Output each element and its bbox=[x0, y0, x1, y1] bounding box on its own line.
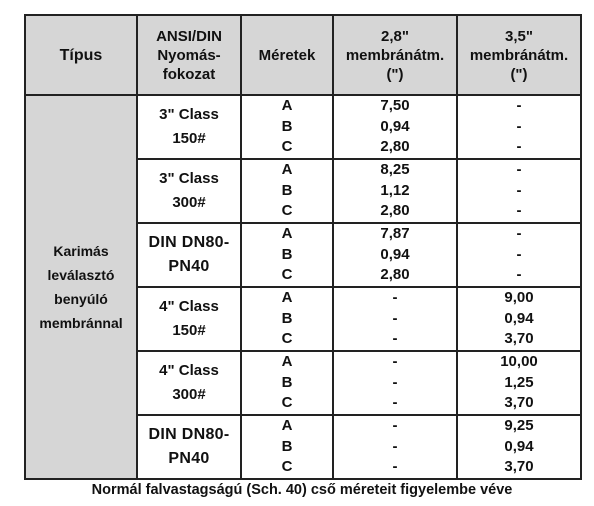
dimension-letters-cell: A B C bbox=[241, 415, 333, 479]
pressure-class-cell: 3" Class 300# bbox=[137, 159, 241, 223]
type-label-cell: Karimás leválasztó benyúló membránnal bbox=[25, 95, 137, 479]
header-pressure-class: ANSI/DIN Nyomás- fokozat bbox=[137, 15, 241, 95]
pressure-class-cell: DIN DN80- PN40 bbox=[137, 223, 241, 287]
diaphragm-3-5-values-cell: 10,00 1,25 3,70 bbox=[457, 351, 581, 415]
diaphragm-3-5-values-cell: - - - bbox=[457, 223, 581, 287]
header-diaphragm-3-5: 3,5" membránátm. (") bbox=[457, 15, 581, 95]
diaphragm-2-8-values-cell: 7,50 0,94 2,80 bbox=[333, 95, 457, 159]
diaphragm-3-5-values-cell: - - - bbox=[457, 95, 581, 159]
pressure-class-cell: 4" Class 150# bbox=[137, 287, 241, 351]
pressure-class-cell: 4" Class 300# bbox=[137, 351, 241, 415]
dimension-letters-cell: A B C bbox=[241, 287, 333, 351]
diaphragm-3-5-values-cell: - - - bbox=[457, 159, 581, 223]
dimension-letters-cell: A B C bbox=[241, 351, 333, 415]
pressure-class-cell: DIN DN80- PN40 bbox=[137, 415, 241, 479]
header-type: Típus bbox=[25, 15, 137, 95]
diaphragm-2-8-values-cell: 7,87 0,94 2,80 bbox=[333, 223, 457, 287]
diaphragm-2-8-values-cell: 8,25 1,12 2,80 bbox=[333, 159, 457, 223]
dimension-letters-cell: A B C bbox=[241, 223, 333, 287]
table-row bbox=[25, 95, 581, 159]
diaphragm-2-8-values-cell: - - - bbox=[333, 287, 457, 351]
spec-table-container bbox=[24, 14, 580, 498]
table-caption: Normál falvastagságú (Sch. 40) cső méreteit figyelembe véve bbox=[91, 482, 513, 498]
dimension-letters-cell: A B C bbox=[241, 95, 333, 159]
dimensions-table bbox=[24, 14, 582, 480]
header-diaphragm-2-8: 2,8" membránátm. (") bbox=[333, 15, 457, 95]
header-dimensions: Méretek bbox=[241, 15, 333, 95]
header-row bbox=[25, 15, 581, 95]
diaphragm-3-5-values-cell: 9,00 0,94 3,70 bbox=[457, 287, 581, 351]
diaphragm-2-8-values-cell: - - - bbox=[333, 415, 457, 479]
pressure-class-cell: 3" Class 150# bbox=[137, 95, 241, 159]
dimension-letters-cell: A B C bbox=[241, 159, 333, 223]
diaphragm-2-8-values-cell: - - - bbox=[333, 351, 457, 415]
diaphragm-3-5-values-cell: 9,25 0,94 3,70 bbox=[457, 415, 581, 479]
